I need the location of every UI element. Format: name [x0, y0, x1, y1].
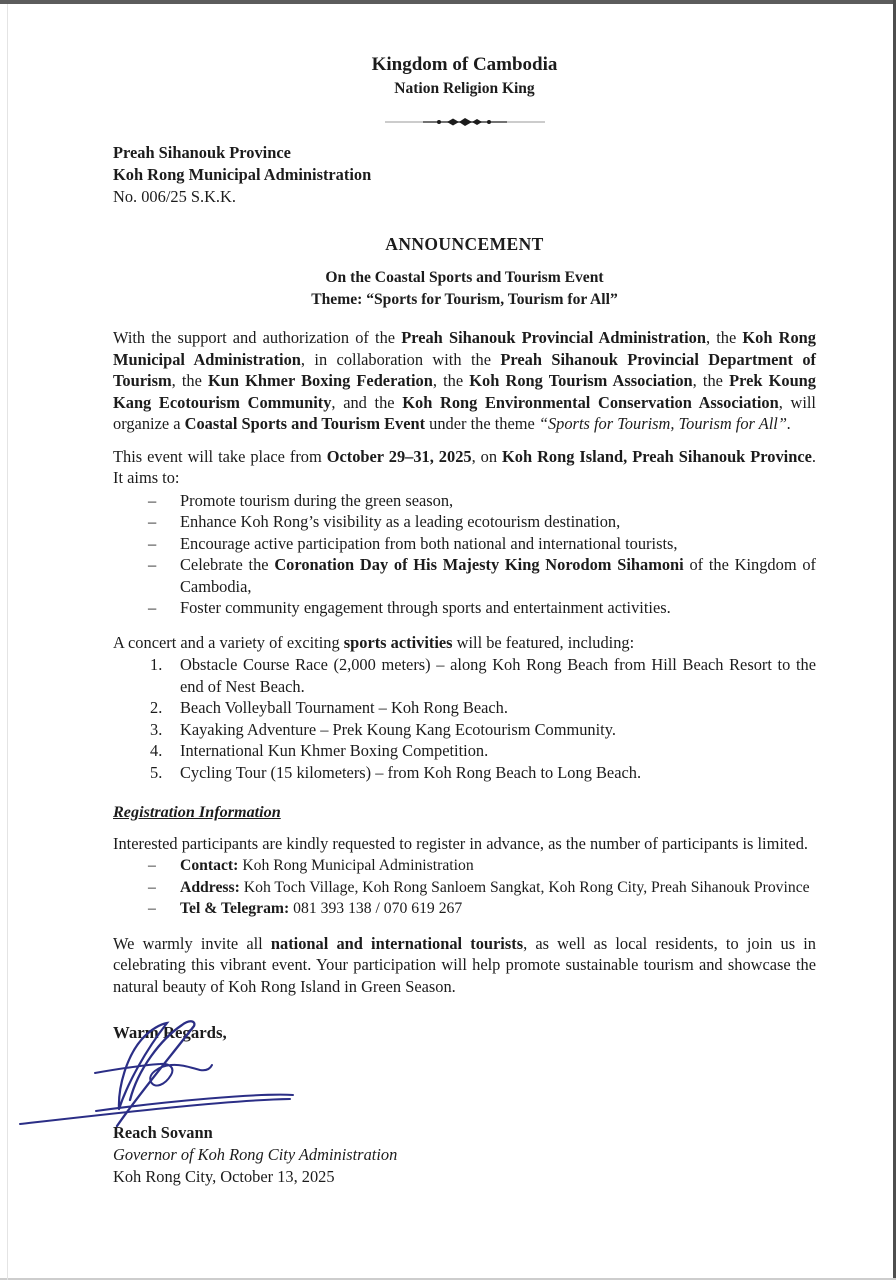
activities-lead: A concert and a variety of exciting sports activities will be featured, including:: [113, 632, 635, 652]
announcement-subtitles: [113, 267, 816, 310]
aim-item: – Celebrate the Coronation Day of His Majesty King Norodom Sihamoni of the Kingdom of Cambodia,: [148, 555, 816, 596]
dash-marker: –: [148, 598, 157, 618]
sender-ref-number: No. 006/25 S.K.K.: [113, 186, 236, 206]
warm-regards: Warm Regards,: [113, 1023, 227, 1043]
signer-title: Governor of Koh Rong City Administration: [113, 1144, 398, 1164]
dash-marker: –: [148, 490, 157, 510]
aim-item: – Promote tourism during the green season,: [148, 490, 454, 510]
activity-item: 4. International Kun Khmer Boxing Competition.: [150, 741, 489, 761]
item-number: 5.: [150, 762, 163, 782]
sender-administration: Koh Rong Municipal Administration: [113, 164, 372, 184]
sender-block: [113, 142, 816, 207]
subtitle-theme: Theme: “Sports for Tourism, Tourism for All”: [311, 290, 618, 308]
aim-item: – Foster community engagement through sports and entertainment activities.: [148, 598, 671, 618]
announcement-title: ANNOUNCEMENT: [385, 234, 544, 255]
event-lead-paragraph: This event will take place from October 29–31, 2025, on Koh Rong Island, Preah Sihanouk Province. It aims to:: [113, 446, 816, 488]
registration-item: – Contact: Koh Rong Municipal Administration: [148, 855, 816, 877]
registration-paragraph: Interested participants are kindly requested to register in advance, as the number of participants is limited.: [113, 833, 809, 853]
ornament-divider: [385, 115, 545, 129]
motto-line: Nation Religion King: [394, 80, 535, 97]
registration-list: [113, 855, 816, 920]
item-number: 2.: [150, 698, 163, 718]
sender-province: Preah Sihanouk Province: [113, 143, 291, 162]
dash-marker: –: [148, 512, 157, 532]
registration-item: – Address: Koh Toch Village, Koh Rong Sanloem Sangkat, Koh Rong City, Preah Sihanouk Province: [148, 877, 816, 899]
signature: [18, 1012, 318, 1134]
activity-item: 5. Cycling Tour (15 kilometers) – from Koh Rong Beach to Long Beach.: [150, 762, 642, 782]
activity-item: 1. Obstacle Course Race (2,000 meters) – along Koh Rong Beach from Hill Beach Resort to the end of Nest Beach.: [150, 655, 816, 696]
kingdom-title: Kingdom of Cambodia: [371, 54, 558, 75]
registration-heading: Registration Information: [113, 803, 281, 822]
aims-list: [113, 490, 816, 619]
page-edge-left: [7, 4, 8, 1280]
document-page: [113, 52, 816, 1188]
item-number: 3.: [150, 719, 163, 739]
page-edge-top: [0, 0, 896, 4]
dash-marker: –: [148, 900, 156, 918]
closing-paragraph: We warmly invite all national and international tourists, as well as local residents, to join us in celebrating this vibrant event. Your participation will help promote sustainable tourism and showcase the natural beauty of Koh Rong Island in Green Season.: [113, 933, 816, 996]
dash-marker: –: [148, 857, 156, 875]
item-number: 1.: [150, 655, 163, 675]
activity-item: 3. Kayaking Adventure – Prek Koung Kang Ecotourism Community.: [150, 719, 616, 739]
intro-paragraph: With the support and authorization of the Preah Sihanouk Provincial Administration, the Koh Rong Municipal Administration, in collaboration with the Preah Sihanouk Provincial Department of Tourism, the Kun Khmer Boxing Federation, the Koh Rong Tourism Association, the Prek Koung Kang Ecotourism Community, and the Koh Rong Environmental Conservation Association, will organize a Coastal Sports and Tourism Event under the theme “Sports for Tourism, Tourism for All”.: [113, 328, 816, 434]
registration-item: – Tel & Telegram: 081 393 138 / 070 619 267: [148, 898, 816, 920]
subtitle-event: On the Coastal Sports and Tourism Event: [325, 269, 604, 287]
aim-item: – Enhance Koh Rong’s visibility as a leading ecotourism destination,: [148, 512, 621, 532]
activities-list: [113, 654, 816, 783]
aim-item: – Encourage active participation from both national and international tourists,: [148, 533, 678, 553]
signer-place-date: Koh Rong City, October 13, 2025: [113, 1166, 335, 1186]
dash-marker: –: [148, 555, 157, 575]
item-number: 4.: [150, 741, 163, 761]
signature-area: [113, 1044, 816, 1122]
activity-item: 2. Beach Volleyball Tournament – Koh Rong Beach.: [150, 698, 508, 718]
dash-marker: –: [148, 878, 156, 896]
dash-marker: –: [148, 533, 157, 553]
signer-name: Reach Sovann: [113, 1122, 213, 1142]
